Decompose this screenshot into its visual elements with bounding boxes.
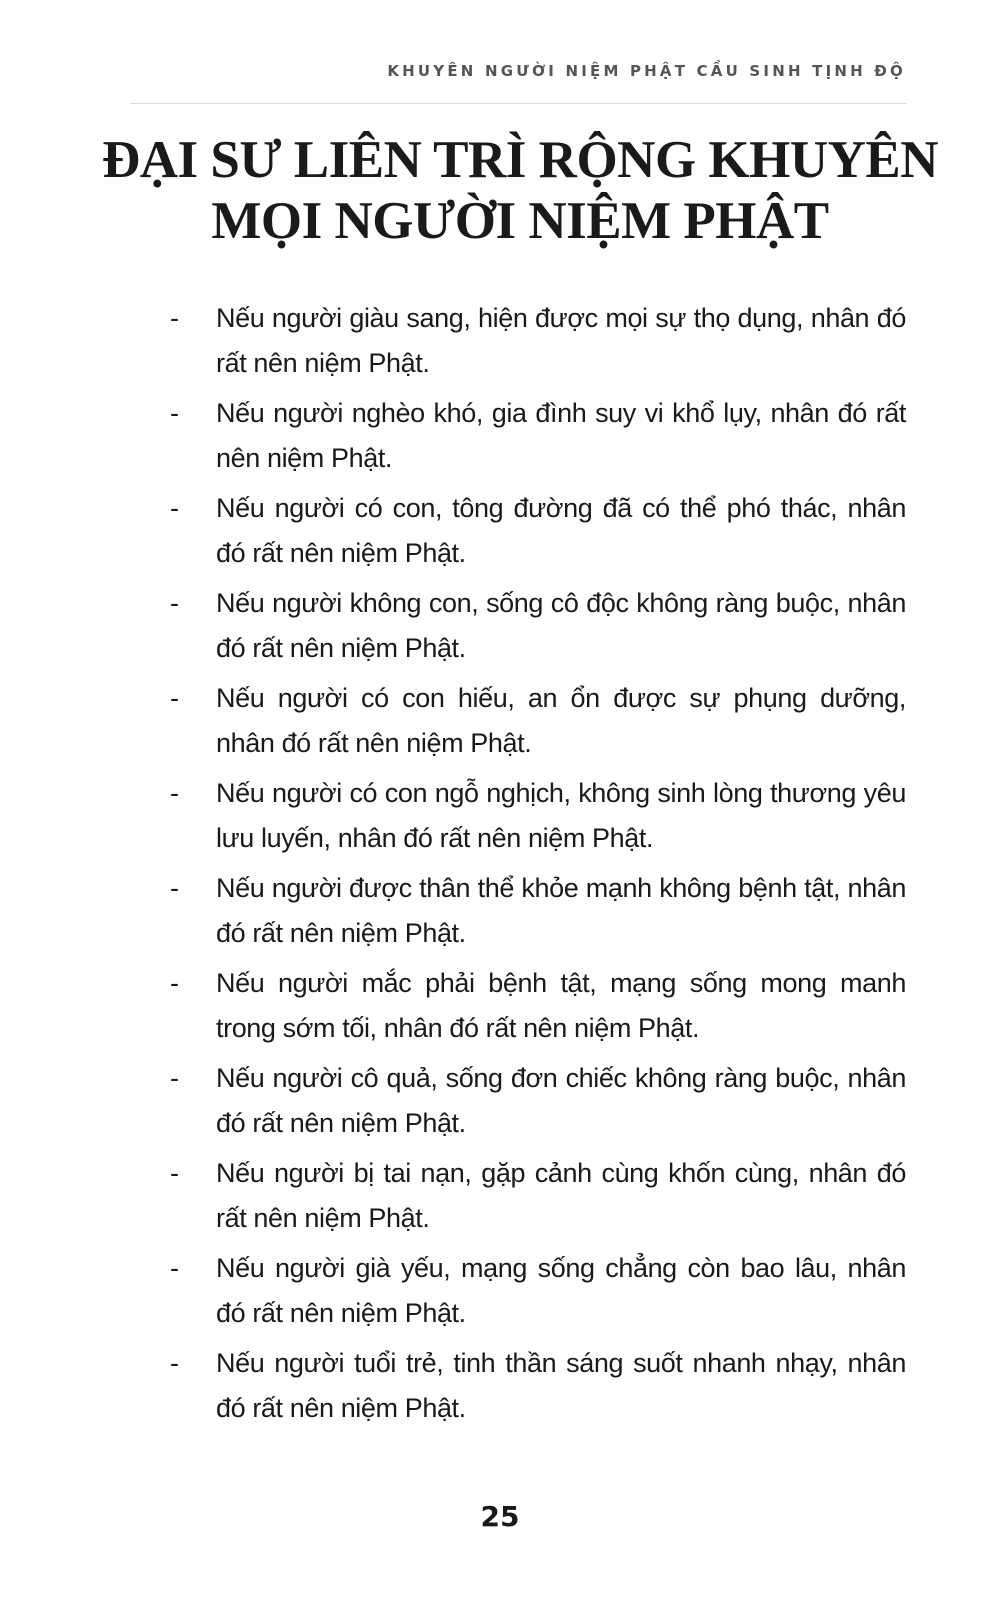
list-item-text: Nếu người già yếu, mạng sống chẳng còn bao lâu, nhân đó rất nên niệm Phật.	[216, 1253, 906, 1328]
list-item	[170, 1246, 906, 1335]
page-number: 25	[480, 1500, 520, 1533]
exhortation-list	[170, 296, 906, 1436]
list-item-text: Nếu người có con, tông đường đã có thể phó thác, nhân đó rất nên niệm Phật.	[216, 493, 906, 568]
list-item-text: Nếu người được thân thể khỏe mạnh không bệnh tật, nhân đó rất nên niệm Phật.	[216, 873, 906, 948]
chapter-title	[100, 130, 940, 252]
list-item	[170, 1151, 906, 1240]
list-bullet: -	[170, 303, 179, 333]
list-item	[170, 391, 906, 480]
list-item	[170, 296, 906, 385]
list-item-text: Nếu người mắc phải bệnh tật, mạng sống mong manh trong sớm tối, nhân đó rất nên niệm Phật.	[216, 968, 906, 1043]
list-bullet: -	[170, 493, 179, 523]
list-item-text: Nếu người tuổi trẻ, tinh thần sáng suốt nhanh nhạy, nhân đó rất nên niệm Phật.	[216, 1348, 906, 1423]
list-bullet: -	[170, 1158, 179, 1188]
list-item	[170, 676, 906, 765]
list-item-text: Nếu người không con, sống cô độc không ràng buộc, nhân đó rất nên niệm Phật.	[216, 588, 906, 663]
list-item-text: Nếu người cô quả, sống đơn chiếc không ràng buộc, nhân đó rất nên niệm Phật.	[216, 1063, 906, 1138]
list-item	[170, 961, 906, 1050]
list-item	[170, 1341, 906, 1430]
list-bullet: -	[170, 1348, 179, 1378]
list-item	[170, 771, 906, 860]
list-item	[170, 1056, 906, 1145]
list-bullet: -	[170, 683, 179, 713]
running-header: KHUYÊN NGƯỜI NIỆM PHẬT CẦU SINH TỊNH ĐỘ	[387, 62, 906, 80]
list-item-text: Nếu người bị tai nạn, gặp cảnh cùng khốn cùng, nhân đó rất nên niệm Phật.	[216, 1158, 906, 1233]
list-bullet: -	[170, 1253, 179, 1283]
list-item	[170, 866, 906, 955]
list-bullet: -	[170, 968, 179, 998]
list-bullet: -	[170, 1063, 179, 1093]
list-item-text: Nếu người có con hiếu, an ổn được sự phụng dưỡng, nhân đó rất nên niệm Phật.	[216, 683, 906, 758]
list-bullet: -	[170, 588, 179, 618]
list-item	[170, 581, 906, 670]
header-divider	[130, 103, 906, 104]
list-bullet: -	[170, 398, 179, 428]
list-item	[170, 486, 906, 575]
list-item-text: Nếu người nghèo khó, gia đình suy vi khổ lụy, nhân đó rất nên niệm Phật.	[216, 398, 906, 473]
list-item-text: Nếu người có con ngỗ nghịch, không sinh lòng thương yêu lưu luyến, nhân đó rất nên niệm Phật.	[216, 778, 906, 853]
chapter-title-line-1: ĐẠI SƯ LIÊN TRÌ RỘNG KHUYÊN	[101, 131, 939, 189]
list-item-text: Nếu người giàu sang, hiện được mọi sự thọ dụng, nhân đó rất nên niệm Phật.	[216, 303, 906, 378]
list-bullet: -	[170, 873, 179, 903]
list-bullet: -	[170, 778, 179, 808]
chapter-title-line-2: MỌI NGƯỜI NIỆM PHẬT	[211, 192, 829, 250]
